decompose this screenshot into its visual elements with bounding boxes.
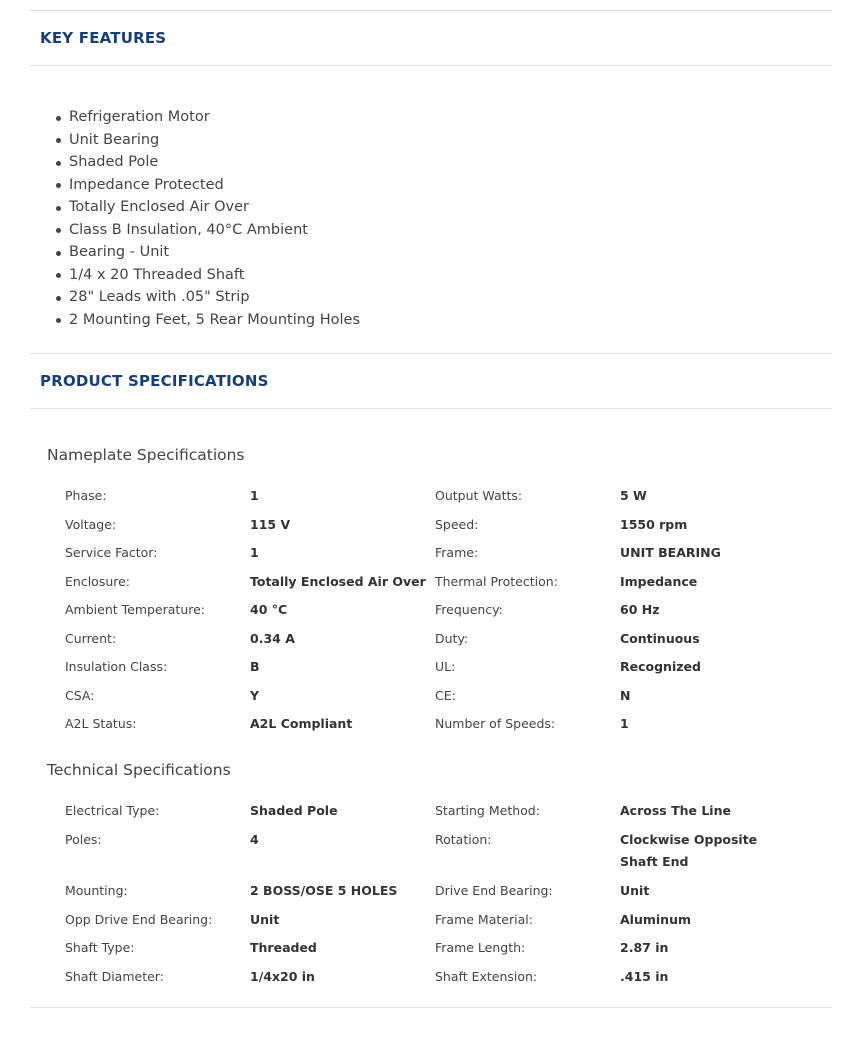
- spec-label: Drive End Bearing:: [435, 883, 553, 898]
- spec-value: B: [250, 659, 260, 674]
- spec-value: 2 BOSS/OSE 5 HOLES: [250, 883, 398, 898]
- spec-label: Shaft Type:: [65, 940, 135, 955]
- table-row: [65, 485, 825, 514]
- spec-value: 2.87 in: [620, 940, 669, 955]
- spec-label: Thermal Protection:: [435, 573, 558, 589]
- spec-label: Ambient Temperature:: [65, 602, 206, 617]
- list-item: Shaded Pole: [56, 151, 360, 174]
- table-row: [65, 880, 825, 909]
- spec-value: 1550 rpm: [620, 516, 688, 532]
- spec-value: Shaded Pole: [250, 803, 338, 818]
- spec-label: Rotation:: [435, 832, 492, 847]
- spec-value: .415 in: [620, 968, 669, 984]
- technical-specifications-title: Technical Specifications: [47, 761, 231, 779]
- divider: [30, 353, 832, 354]
- divider: [30, 10, 832, 11]
- spec-label: CE:: [435, 687, 456, 703]
- spec-value: 1: [250, 488, 259, 503]
- divider: [30, 65, 832, 66]
- spec-label: A2L Status:: [65, 716, 137, 731]
- spec-label: CSA:: [65, 687, 95, 703]
- divider: [30, 1007, 832, 1008]
- spec-label: Speed:: [435, 516, 479, 532]
- spec-value: 1: [620, 716, 629, 731]
- spec-value: 4: [250, 832, 259, 847]
- list-item: Refrigeration Motor: [56, 106, 360, 129]
- table-row: [65, 542, 825, 571]
- spec-label: Duty:: [435, 630, 469, 646]
- spec-label: Output Watts:: [435, 488, 523, 503]
- spec-label: Frame:: [435, 545, 479, 560]
- spec-label: Enclosure:: [65, 573, 131, 589]
- spec-value: Impedance: [620, 573, 698, 589]
- spec-value: Across The Line: [620, 803, 731, 818]
- key-features-list: [56, 106, 360, 331]
- list-item: Totally Enclosed Air Over: [56, 196, 360, 219]
- list-item: 1/4 x 20 Threaded Shaft: [56, 264, 360, 287]
- spec-label: Service Factor:: [65, 545, 158, 560]
- list-item: 2 Mounting Feet, 5 Rear Mounting Holes: [56, 309, 360, 332]
- spec-value: Y: [250, 687, 260, 703]
- table-row: [65, 628, 825, 657]
- table-row: [65, 937, 825, 966]
- nameplate-specifications-table: [65, 485, 825, 742]
- spec-label: Number of Speeds:: [435, 716, 556, 731]
- table-row: [65, 656, 825, 685]
- spec-value: Totally Enclosed Air Over: [250, 573, 426, 589]
- table-row: [65, 713, 825, 742]
- list-item: 28" Leads with .05" Strip: [56, 286, 360, 309]
- table-row: [65, 909, 825, 938]
- spec-label: Frame Material:: [435, 911, 533, 927]
- spec-value: Aluminum: [620, 911, 691, 927]
- table-row: [65, 685, 825, 714]
- spec-label: Voltage:: [65, 516, 117, 532]
- spec-value: 60 Hz: [620, 602, 660, 617]
- technical-specifications-table: [65, 800, 825, 994]
- spec-label: Frame Length:: [435, 940, 526, 955]
- spec-value: Clockwise Opposite Shaft End: [620, 832, 758, 869]
- spec-label: Poles:: [65, 832, 102, 847]
- spec-label: Starting Method:: [435, 803, 540, 818]
- table-row: [65, 800, 825, 829]
- list-item: Unit Bearing: [56, 129, 360, 152]
- table-row: [65, 829, 825, 880]
- spec-value: UNIT BEARING: [620, 545, 721, 560]
- spec-label: Electrical Type:: [65, 803, 160, 818]
- product-specifications-heading: PRODUCT SPECIFICATIONS: [40, 372, 269, 390]
- table-row: [65, 599, 825, 628]
- list-item: Bearing - Unit: [56, 241, 360, 264]
- spec-value: N: [620, 687, 631, 703]
- table-row: [65, 966, 825, 995]
- spec-value: 115 V: [250, 516, 291, 532]
- divider: [30, 408, 832, 409]
- spec-value: 40 °C: [250, 602, 288, 617]
- spec-label: Shaft Diameter:: [65, 968, 164, 984]
- spec-value: 0.34 A: [250, 630, 295, 646]
- spec-value: Threaded: [250, 940, 317, 955]
- spec-value: 1: [250, 545, 259, 560]
- spec-label: Opp Drive End Bearing:: [65, 911, 213, 927]
- spec-label: Frequency:: [435, 602, 503, 617]
- nameplate-specifications-title: Nameplate Specifications: [47, 446, 245, 464]
- spec-value: A2L Compliant: [250, 716, 353, 731]
- spec-label: Insulation Class:: [65, 659, 168, 674]
- spec-value: Unit: [620, 883, 650, 898]
- spec-value: Unit: [250, 911, 280, 927]
- spec-value: Continuous: [620, 630, 700, 646]
- spec-label: Shaft Extension:: [435, 968, 538, 984]
- spec-value: 1/4x20 in: [250, 968, 315, 984]
- key-features-heading: KEY FEATURES: [40, 29, 167, 47]
- list-item: Impedance Protected: [56, 174, 360, 197]
- spec-value: Recognized: [620, 659, 701, 674]
- list-item: Class B Insulation, 40°C Ambient: [56, 219, 360, 242]
- spec-label: Mounting:: [65, 883, 128, 898]
- spec-label: Phase:: [65, 488, 107, 503]
- spec-label: UL:: [435, 659, 456, 674]
- table-row: [65, 514, 825, 543]
- spec-value: 5 W: [620, 488, 647, 503]
- spec-label: Current:: [65, 630, 117, 646]
- table-row: [65, 571, 825, 600]
